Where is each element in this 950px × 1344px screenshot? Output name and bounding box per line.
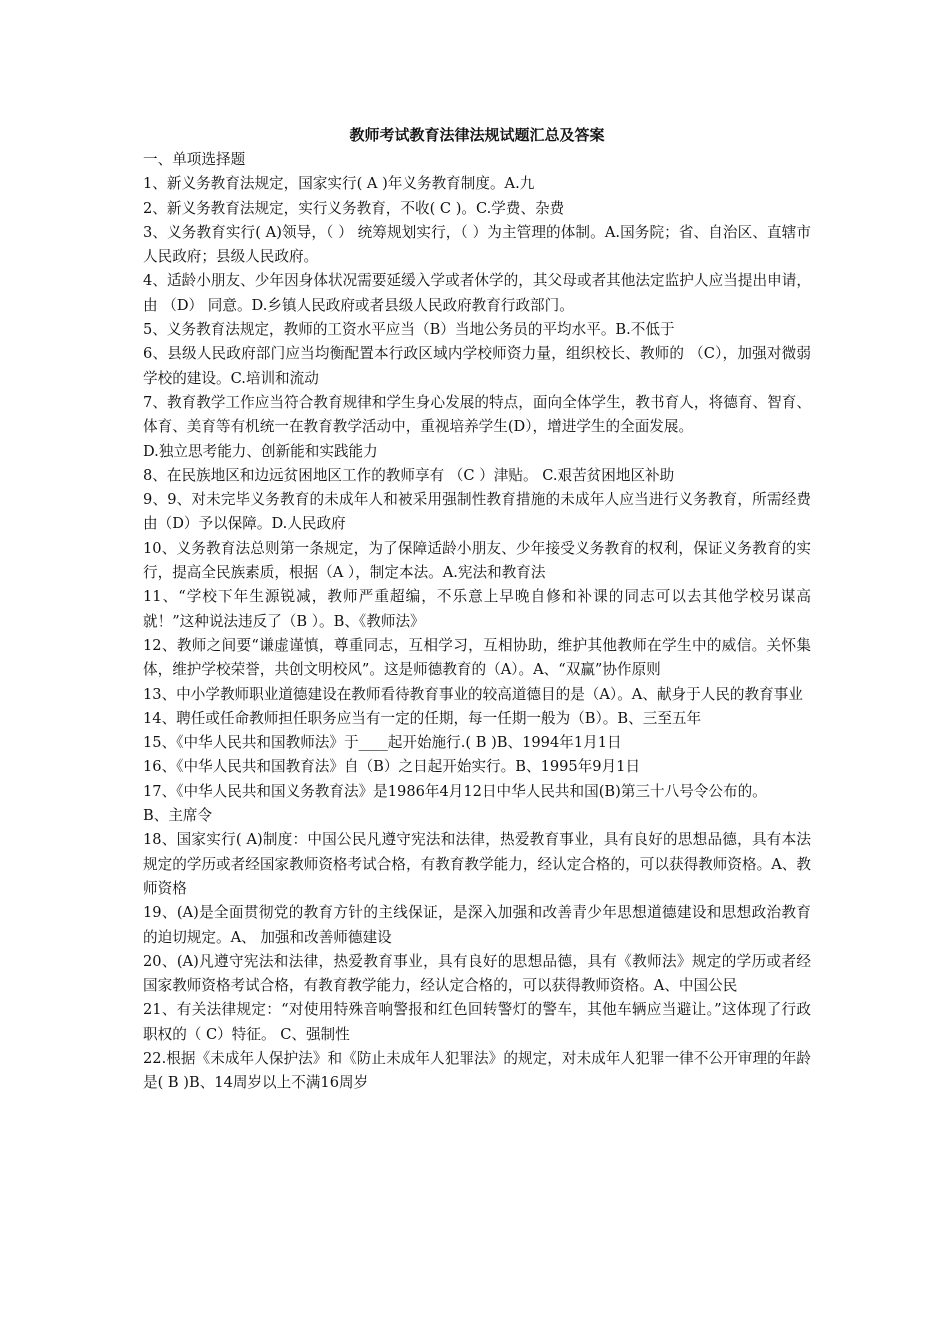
question-item: 21、有关法律规定：“对使用特殊音响警报和红色回转警灯的警车，其他车辆应当避让。”这体现了行政职权的（ C）特征。 C、强制性	[143, 1001, 811, 1043]
question-item: 20、(A)凡遵守宪法和法律，热爱教育事业，具有良好的思想品德，具有《教师法》规定的学历或者经国家教师资格考试合格，有教育教学能力，经认定合格的，可以获得教师资格。A、中国公民	[143, 952, 811, 995]
question-item: 7、教育教学工作应当符合教育规律和学生身心发展的特点，面向全体学生，教书育人，将德育、智育、体育、美育等有机统一在教育教学活动中，重视培养学生(D），增进学生的全面发展。	[143, 393, 811, 436]
document-body	[143, 148, 811, 1096]
question-item: 18、国家实行( A)制度：中国公民凡遵守宪法和法律，热爱教育事业，具有良好的思想品德，具有本法规定的学历或者经国家教师资格考试合格，有教育教学能力，经认定合格的，可以获得教师资格。A、教师资格	[143, 831, 811, 897]
answer-line: B、主席令	[143, 807, 213, 825]
question-item: 1、新义务教育法规定，国家实行( A )年义务教育制度。A.九	[143, 175, 535, 193]
question-item: 16、《中华人民共和国教育法》自（B）之日起开始实行。B、1995年9月1日	[143, 758, 641, 776]
question-item: 10、义务教育法总则第一条规定，为了保障适龄小朋友、少年接受义务教育的权利，保证义务教育的实行，提高全民族素质，根据（A ），制定本法。A.宪法和教育法	[143, 539, 811, 582]
question-item: 8、在民族地区和边远贫困地区工作的教师享有 （C ）津贴。 C.艰苦贫困地区补助	[143, 466, 675, 484]
question-item: 19、(A)是全面贯彻党的教育方针的主线保证，是深入加强和改善青少年思想道德建设和思想政治教育的迫切规定。A、 加强和改善师德建设	[143, 904, 811, 946]
document-title: 教师考试教育法律法规试题汇总及答案	[349, 126, 605, 144]
question-item: 9、9、对未完毕义务教育的未成年人和被采用强制性教育措施的未成年人应当进行义务教育，所需经费由（D）予以保障。D.人民政府	[143, 491, 811, 533]
question-item: 11、“学校下年生源锐减，教师严重超编，不乐意上早晚自修和补课的同志可以去其他学校另谋高就！”这种说法违反了（B ）。B、《教师法》	[143, 588, 811, 630]
question-item: 6、县级人民政府部门应当均衡配置本行政区域内学校师资力量，组织校长、教师的 （C），加强对微弱学校的建设。C.培训和流动	[143, 345, 811, 387]
question-item: 22.根据《未成年人保护法》和《防止未成年人犯罪法》的规定，对未成年人犯罪一律不公开审理的年龄是( B )B、14周岁以上不满16周岁	[143, 1049, 811, 1092]
question-item: 14、聘任或任命教师担任职务应当有一定的任期，每一任期一般为（B）。B、三至五年	[143, 709, 702, 727]
question-item: 5、义务教育法规定，教师的工资水平应当（B）当地公务员的平均水平。B.不低于	[143, 321, 675, 339]
document-page	[143, 124, 811, 1096]
question-item: 2、新义务教育法规定，实行义务教育，不收( C )。C.学费、杂费	[143, 199, 565, 217]
question-item: 4、适龄小朋友、少年因身体状况需要延缓入学或者休学的，其父母或者其他法定监护人应当提出申请，由 （D） 同意。D.乡镇人民政府或者县级人民政府教育行政部门。	[143, 272, 811, 314]
question-item: 17、《中华人民共和国义务教育法》是1986年4月12日中华人民共和国(B)第三十八号令公布的。	[143, 782, 767, 800]
question-item: 15、《中华人民共和国教师法》于____起开始施行.( B )B、1994年1月1日	[143, 734, 622, 752]
section-heading: 一、单项选择题	[143, 151, 246, 168]
question-item: 13、中小学教师职业道德建设在教师看待教育事业的较高道德目的是（A）。A、献身于人民的教育事业	[143, 685, 803, 703]
question-item: 3、义务教育实行( A)领导，（ ） 统筹规划实行，（ ）为主管理的体制。A.国务院；省、自治区、直辖市人民政府；县级人民政府。	[143, 223, 811, 266]
answer-line: D.独立思考能力、创新能和实践能力	[143, 442, 378, 460]
question-item: 12、教师之间要“谦虚谨慎，尊重同志，互相学习，互相协助，维护其他教师在学生中的威信。关怀集体，维护学校荣誉，共创文明校风”。这是师德教育的（A）。A、“双赢”协作原则	[143, 636, 811, 679]
